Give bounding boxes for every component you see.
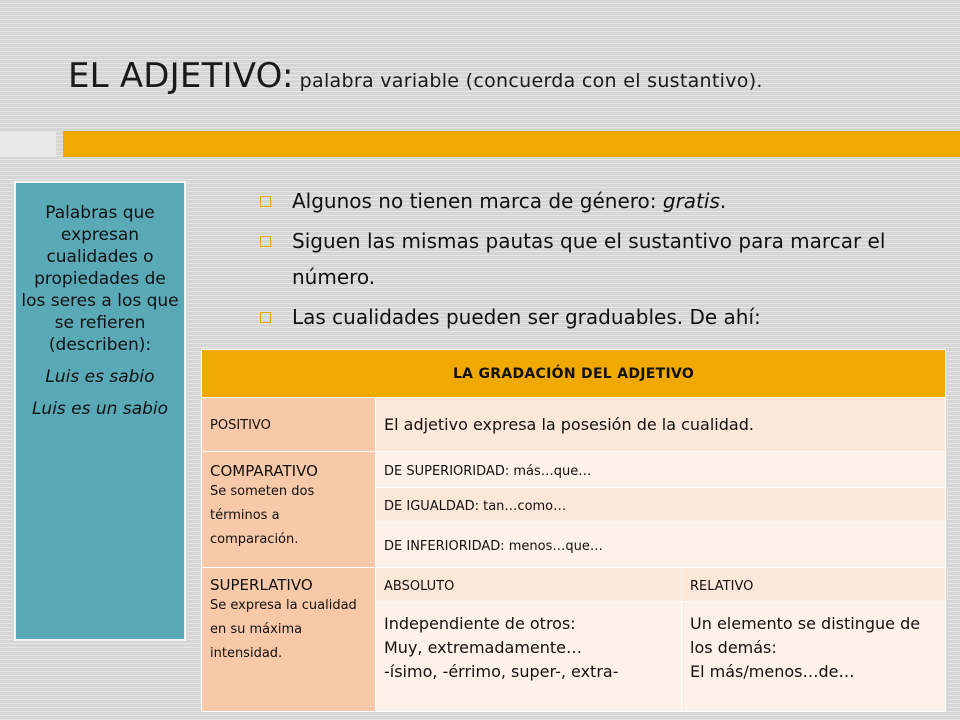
comparativo-igualdad: DE IGUALDAD: tan…como… <box>376 488 946 522</box>
bullet-italic: gratis <box>662 189 720 213</box>
definition-sidebar <box>14 181 186 641</box>
square-bullet-icon <box>260 196 271 207</box>
definition-text: Palabras que expresan cualidades o propiedades de los seres a los que se refieren (describen): <box>21 203 179 355</box>
row-superlativo-head <box>202 568 946 602</box>
gradation-table <box>201 349 946 712</box>
bullet-item <box>258 223 948 295</box>
bullet-text: Algunos no tienen marca de género: <box>292 189 663 213</box>
bullet-item <box>258 299 948 335</box>
row-positivo <box>202 398 946 452</box>
bullet-text: Siguen las mismas pautas que el sustantivo para marcar el número. <box>292 229 886 289</box>
table-header: LA GRADACIÓN DEL ADJETIVO <box>202 350 946 398</box>
positivo-desc: El adjetivo expresa la posesión de la cualidad. <box>376 398 946 452</box>
absoluto-label: ABSOLUTO <box>376 568 682 602</box>
slide-title <box>68 56 948 96</box>
relativo-desc: Un elemento se distingue de los demás: El más/menos…de… <box>682 602 946 712</box>
comparativo-label: COMPARATIVO Se someten dos términos a comparación. <box>202 452 376 568</box>
square-bullet-icon <box>260 236 271 247</box>
table-header-row <box>202 350 946 398</box>
accent-bar-right <box>63 131 960 157</box>
comparativo-superioridad: DE SUPERIORIDAD: más…que… <box>376 452 946 488</box>
square-bullet-icon <box>260 312 271 323</box>
bullet-tail: . <box>719 189 727 213</box>
example-1: Luis es sabio <box>45 367 155 387</box>
relativo-label: RELATIVO <box>682 568 946 602</box>
row-comparativo-sup <box>202 452 946 488</box>
comparativo-inferioridad: DE INFERIORIDAD: menos…que… <box>376 522 946 568</box>
title-main: EL ADJETIVO: <box>68 56 294 96</box>
example-2: Luis es un sabio <box>31 399 169 419</box>
bullet-text: Las cualidades pueden ser graduables. De ahí: <box>292 305 761 329</box>
superlativo-label: SUPERLATIVO Se expresa la cualidad en su máxima intensidad. <box>202 568 376 712</box>
bullet-list <box>258 183 948 339</box>
absoluto-desc: Independiente de otros: Muy, extremadamente… -ísimo, -érrimo, super-, extra- <box>376 602 682 712</box>
positivo-label: POSITIVO <box>202 398 376 452</box>
accent-bar-left <box>0 131 56 157</box>
title-subtitle: palabra variable (concuerda con el sustantivo). <box>299 70 763 92</box>
bullet-item <box>258 183 948 219</box>
